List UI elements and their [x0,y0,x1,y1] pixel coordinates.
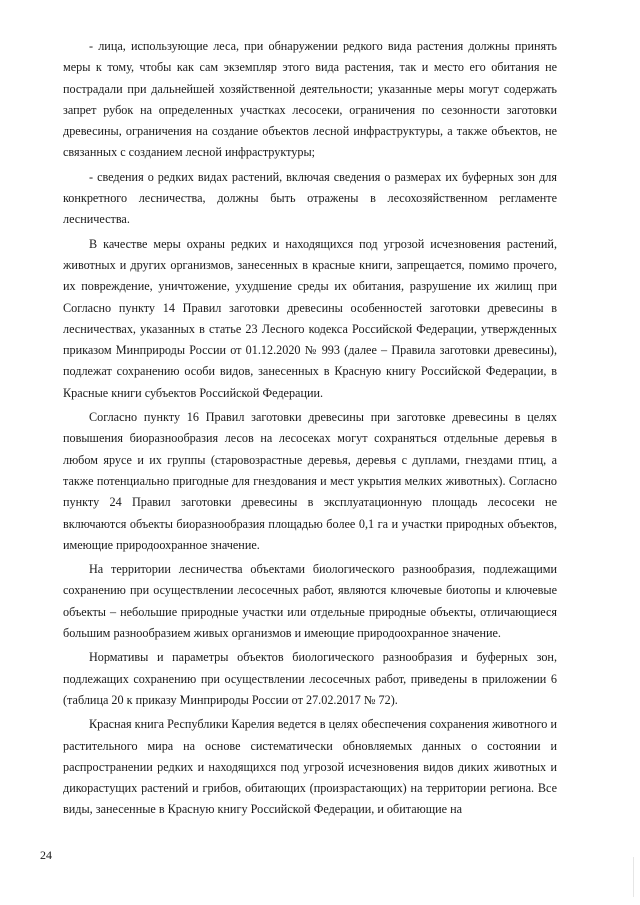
paragraph-2: - сведения о редких видах растений, включая сведения о размерах их буферных зон для конкретного лесничества, должны быть отражены в лесохозяйственном регламенте лесничества. [63,169,557,227]
page-number: 24 [40,848,52,862]
scan-artifact-line [633,857,634,897]
paragraph-5: На территории лесничества объектами биологического разнообразия, подлежащими сохранению при осуществлении лесосечных работ, являются ключевые биотопы и ключевые объекты – небольшие природные участки или отдельные природные объекты, отличающиеся большим разнообразием живых организмов и имеющие природоохранное значение. [63,562,557,641]
body-text [63,36,557,824]
paragraph-3: В качестве меры охраны редких и находящихся под угрозой исчезновения растений, животных и других организмов, занесенных в красные книги, запрещается, помимо прочего, их повреждение, уничтожение, ухудшение среды их обитания, разрушение их жилищ при Согласно пункту 14 Правил заготовки древесины особенностей заготовки древесины в лесничествах, указанных в статье 23 Лесного кодекса Российской Федерации, утвержденных приказом Минприроды России от 01.12.2020 № 993 (далее – Правила заготовки древесины), подлежат сохранению особи видов, занесенных в Красную книгу Российской Федерации, в Красные книги субъектов Российской Федерации. [63,236,557,400]
paragraph-7: Красная книга Республики Карелия ведется в целях обеспечения сохранения животного и растительного мира на основе систематически обновляемых данных о состоянии и распространении редких и находящихся под угрозой исчезновения видов диких животных и дикорастущих растений и грибов, обитающих (произрастающих) на территории региона. Все виды, занесенные в Красную книгу Российской Федерации, и обитающие на [63,717,557,817]
paragraph-4: Согласно пункту 16 Правил заготовки древесины при заготовке древесины в целях повышения биоразнообразия лесов на лесосеках могут сохраняться отдельные деревья в любом ярусе и их группы (старовозрастные деревья, деревья с дуплами, гнездами птиц, а также потенциально пригодные для гнездования и мест укрытия мелких животных). Согласно пункту 24 Правил заготовки древесины в эксплуатационную площадь лесосеки не включаются объекты биоразнообразия площадью более 0,1 га и участки природных объектов, имеющие природоохранное значение. [63,410,557,552]
paragraph-1: - лица, использующие леса, при обнаружении редкого вида растения должны принять меры к тому, чтобы как сам экземпляр этого вида растения, так и место его обитания не пострадали при дальнейшей хозяйственной деятельности; указанные меры могут содержать запрет рубок на определенных участках лесосеки, ограничения по сезонности заготовки древесины, ограничения на создание объектов лесной инфраструктуры, а также объектов, не связанных с созданием лесной инфраструктуры; [63,39,557,160]
paragraph-6: Нормативы и параметры объектов биологического разнообразия и буферных зон, подлежащих сохранению при осуществлении лесосечных работ, приведены в приложении 6 (таблица 20 к приказу Минприроды России от 27.02.2017 № 72). [63,650,557,707]
